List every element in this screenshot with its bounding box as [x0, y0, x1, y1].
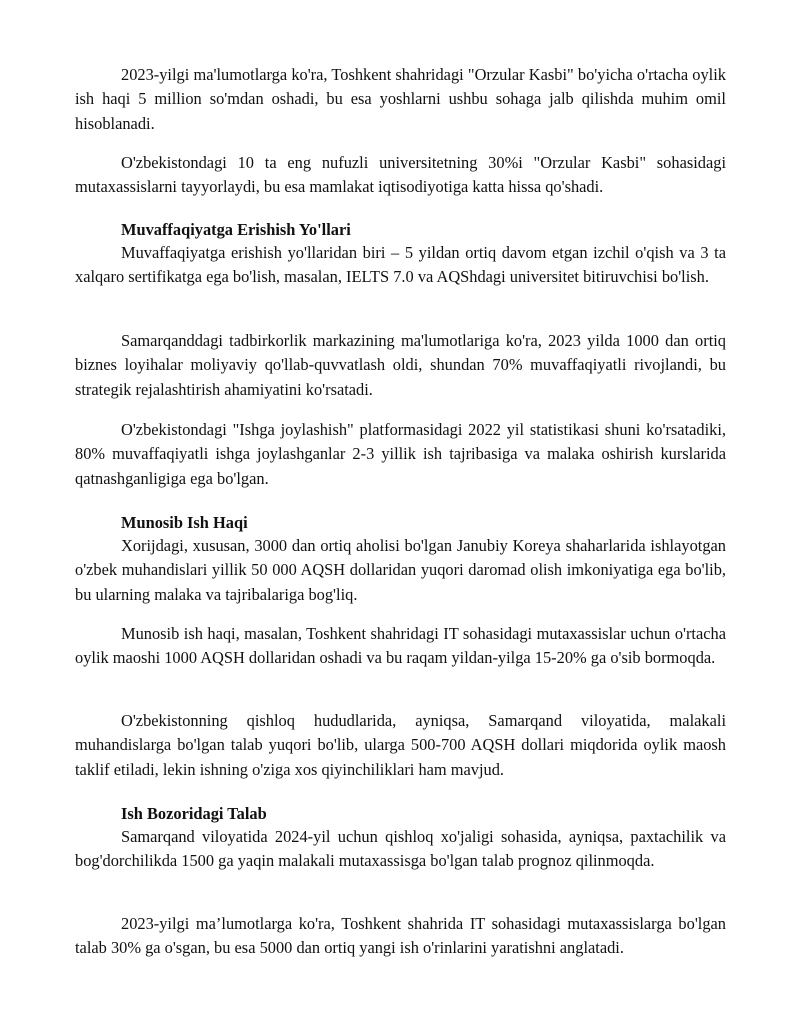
paragraph-rural-engineers: O'zbekistonning qishloq hududlarida, ayniqsa, Samarqand viloyatida, malakali muhandislarga bo'lgan talab yuqori bo'lib, ularga 500-700 AQSH dollari miqdorida oylik maosh taklif etiladi, lekin ishning o'ziga xos qiyinchiliklari ham mavjud. — [75, 711, 726, 779]
paragraph-success-paths: Muvaffaqiyatga erishish yo'llaridan biri – 5 yildan ortiq davom etgan izchil o'qish va 3 ta xalqaro sertifikatga ega bo'lish, masalan, IELTS 7.0 va AQShdagi universitet bitiruvchisi bo'lish. — [75, 243, 726, 287]
paragraph-salary-orzular-kasbi: 2023-yilgi ma'lumotlarga ko'ra, Toshkent shahridagi "Orzular Kasbi" bo'yicha o'rtacha oylik ish haqi 5 million so'mdan oshadi, bu esa yoshlarni ushbu sohaga jalb qilishda muhim omil hisoblanadi. — [75, 65, 726, 133]
section-heading-market-demand: Ish Bozoridagi Talab — [121, 804, 267, 823]
paragraph-samarkand-agriculture: Samarqand viloyatida 2024-yil uchun qishloq xo'jaligi sohasida, ayniqsa, paxtachilik va bog'dorchilikda 1500 ga yaqin malakali mutaxassisga bo'lgan talab prognoz qilinmoqda. — [75, 827, 726, 871]
paragraph-tashkent-it-demand: 2023-yilgi ma’lumotlarga ko'ra, Toshkent shahrida IT sohasidagi mutaxassislarga bo'lgan talab 30% ga o'sgan, bu esa 5000 dan ortiq yangi ish o'rinlarini yaratishni anglatadi. — [75, 914, 726, 958]
paragraph-employment-platform: O'zbekistondagi "Ishga joylashish" platformasidagi 2022 yil statistikasi shuni ko'rsatadiki, 80% muvaffaqiyatli ishga joylashganlar 2-3 yillik ish tajribasiga va malaka oshirish kurslarida qatnashganligiga ega bo'lgan. — [75, 420, 726, 488]
section-heading-fair-wage: Munosib Ish Haqi — [121, 513, 248, 532]
section-heading-success-paths: Muvaffaqiyatga Erishish Yo'llari — [121, 220, 351, 239]
paragraph-tashkent-it-salary: Munosib ish haqi, masalan, Toshkent shahridagi IT sohasidagi mutaxassislar uchun o'rtacha oylik maoshi 1000 AQSH dollaridan oshadi va bu raqam yildan-yilga 15-20% ga o'sib bormoqda. — [75, 624, 726, 668]
paragraph-korea-engineers: Xorijdagi, xususan, 3000 dan ortiq aholisi bo'lgan Janubiy Koreya shaharlarida ishlayotgan o'zbek muhandislari yillik 50 000 AQSH dollaridan yuqori daromad olish imkoniyatiga ega bo'lib, bu ularning malaka va tajribalariga bog'liq. — [75, 536, 726, 604]
paragraph-universities: O'zbekistondagi 10 ta eng nufuzli universitetning 30%i "Orzular Kasbi" sohasidagi mutaxassislarni tayyorlaydi, bu esa mamlakat iqtisodiyotiga katta hissa qo'shadi. — [75, 153, 726, 197]
paragraph-samarkand-business: Samarqanddagi tadbirkorlik markazining ma'lumotlariga ko'ra, 2023 yilda 1000 dan ortiq biznes loyihalar moliyaviy qo'llab-quvvatlash oldi, shundan 70% muvaffaqiyatli rivojlandi, bu strategik rejalashtirish ahamiyatini ko'rsatadi. — [75, 331, 726, 399]
